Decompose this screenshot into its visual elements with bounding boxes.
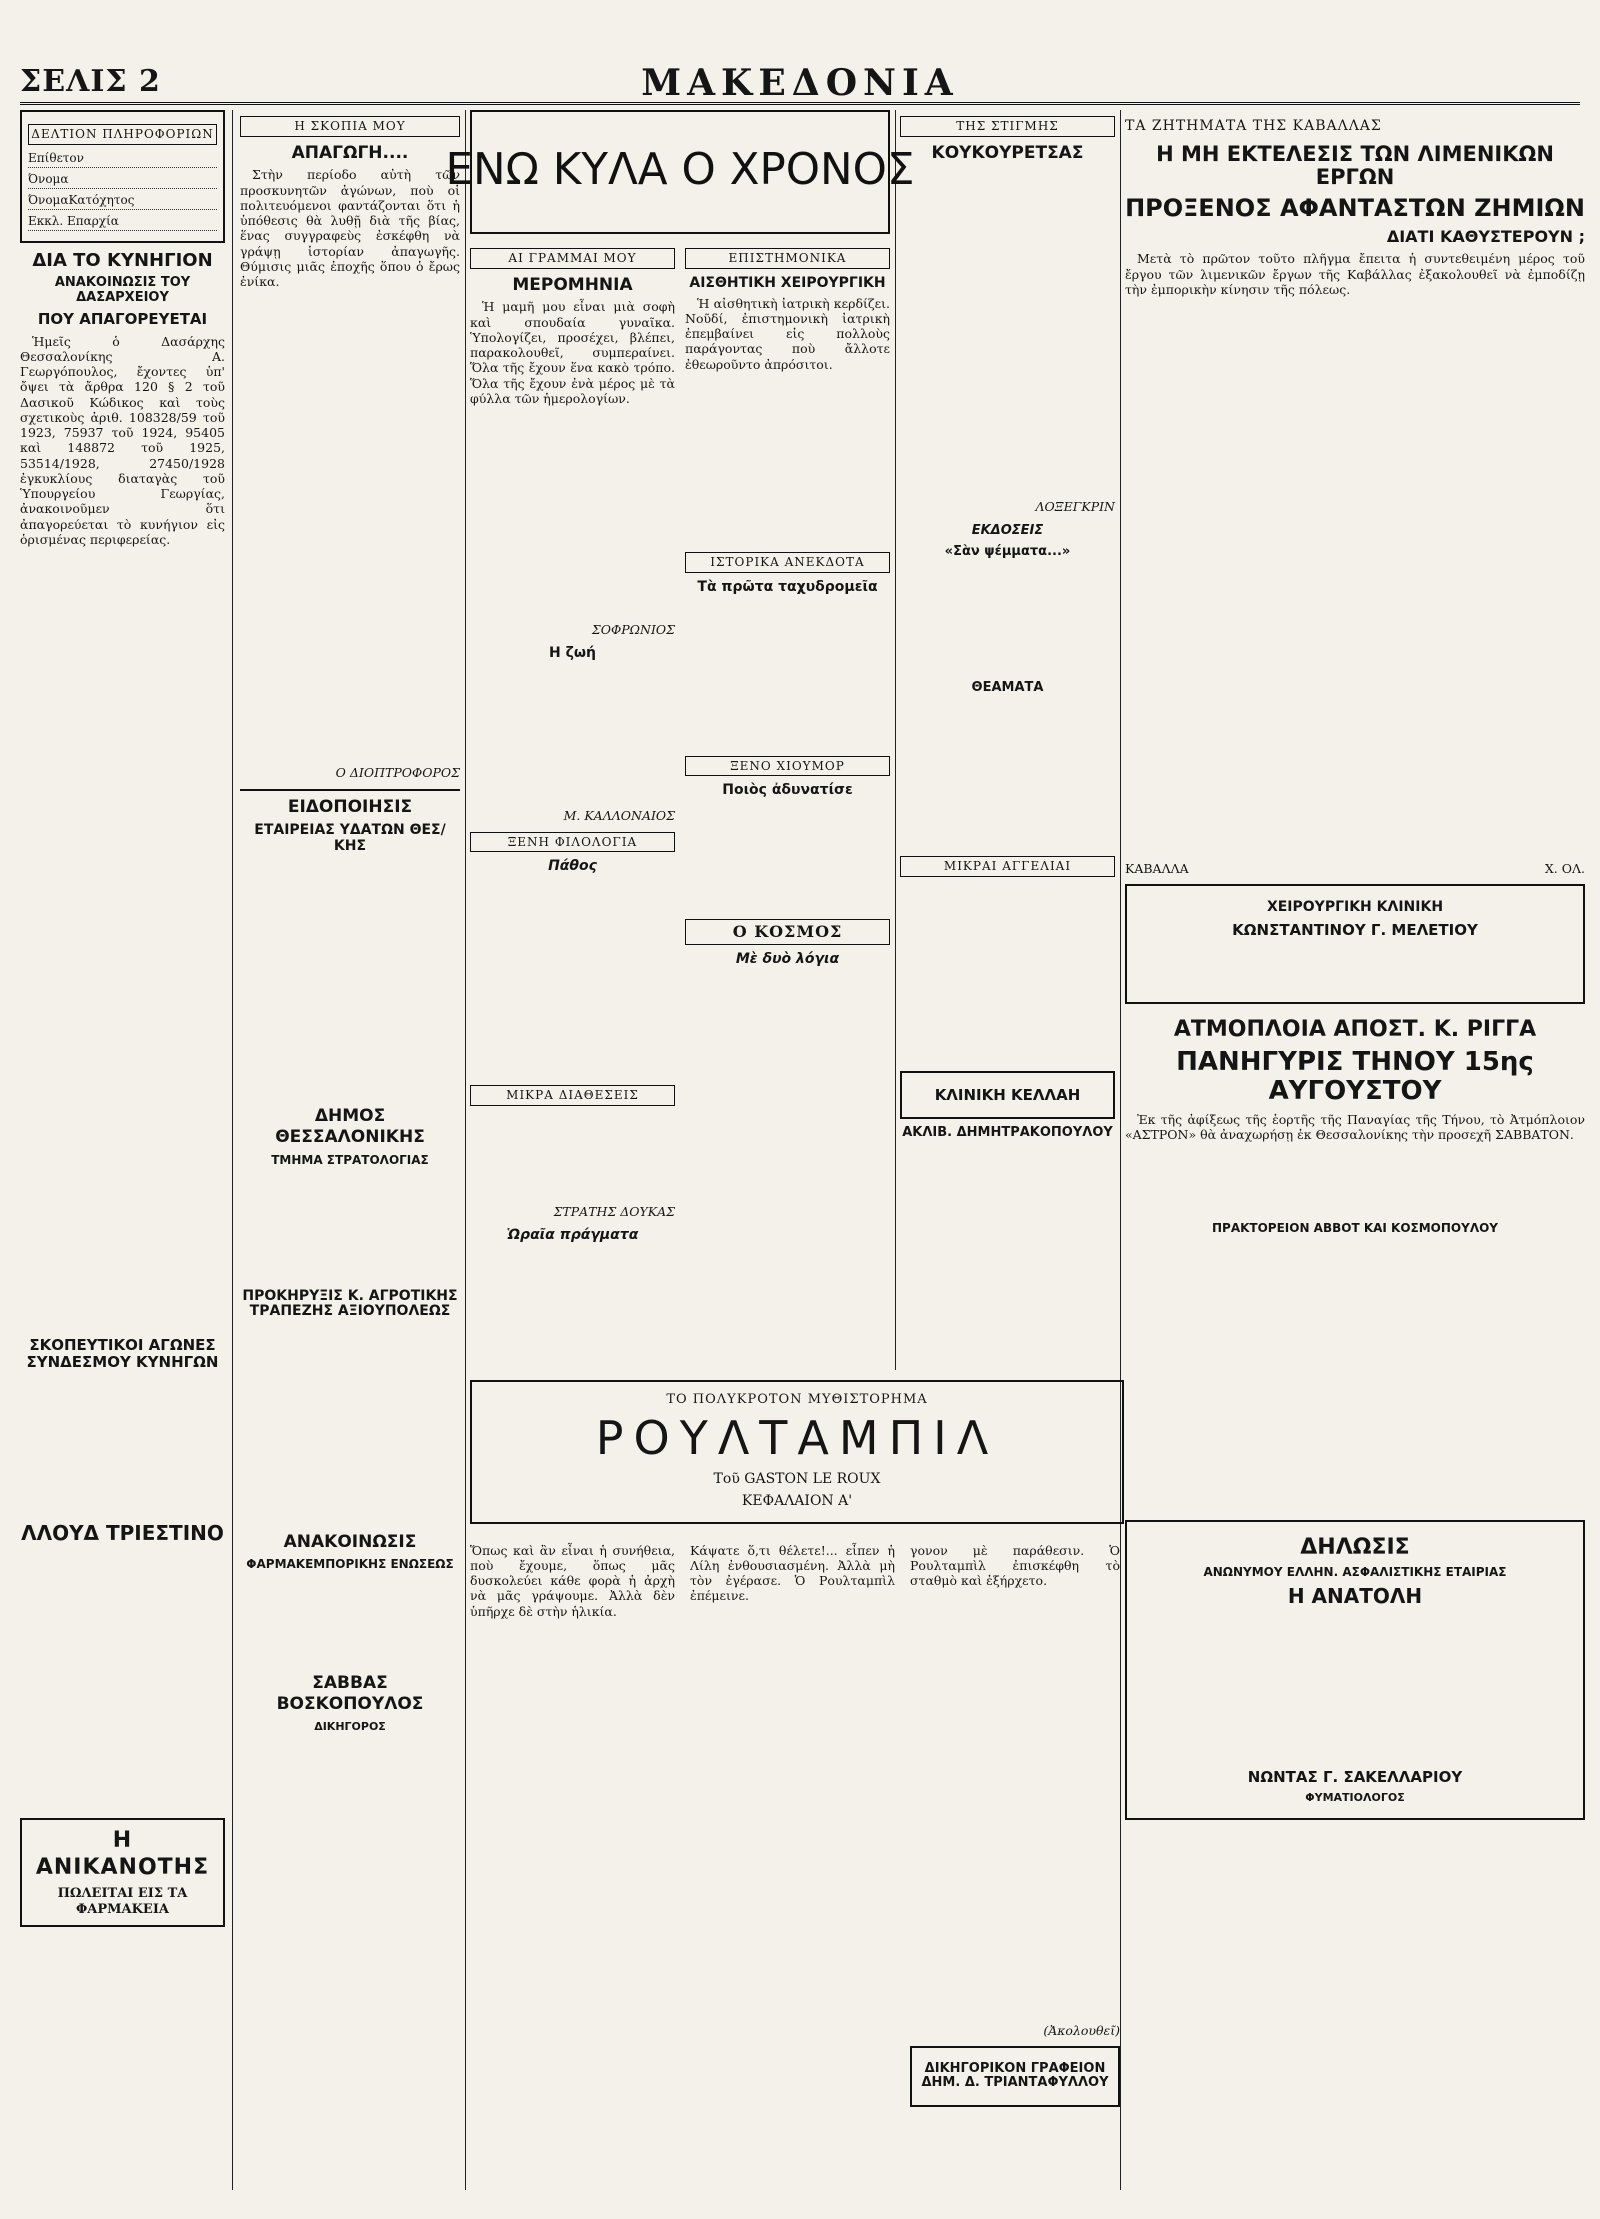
novel-subtitle: ΤΟ ΠΟΛΥΚΡΟΤΟΝ ΜΥΘΙΣΤΟΡΗΜΑ	[666, 1392, 928, 1407]
article-text: Στὴν περίοδο αὐτὴ τῶν προσκυνητῶν ἀγώνων, ποὺ οἱ πολιτευόμενοι φαντάζονται ὅτι ἡ ὑπόθεσις θὰ λυθῇ διὰ τῆς βίας, ἕνας συγγραφεὺς ἐσκέφθη νὰ γράψῃ ἱστορίαν ἀπαγωγῆς. Θύμισις μιᾶς ἐποχῆς ὅπου ὁ ἔρως ἐνίκα.	[240, 167, 460, 290]
divider	[240, 789, 460, 791]
column-4	[900, 110, 1115, 1370]
law-office-text: ΔΙΚΗΓΟΡΙΚΟΝ ΓΡΑΦΕΙΟΝ ΔΗΜ. Δ. ΤΡΙΑΝΤΑΦΥΛΛΟΥ	[921, 2061, 1109, 2091]
banner-text: ΕΝΩ ΚΥΛΑ Ο ΧΡΟΝΟΣ	[445, 144, 915, 195]
insurance-title-3: Η ΑΝΑΤΟΛΗ	[1287, 1584, 1423, 1609]
clinic-line-1: ΧΕΙΡΟΥΡΓΙΚΗ ΚΛΙΝΙΚΗ	[1266, 899, 1444, 916]
text-filler	[1125, 301, 1585, 861]
text-filler	[685, 376, 890, 546]
notice-subtitle: ΕΤΑΙΡΕΙΑΣ ΥΔΑΤΩΝ ΘΕΣ/ΚΗΣ	[254, 822, 446, 854]
text-filler	[20, 1550, 225, 1810]
law-office-ad	[910, 2046, 1120, 2107]
hunt-subheading-2: ΠΟΥ ΑΠΑΓΟΡΕΥΕΤΑΙ	[37, 310, 208, 329]
article-title: ΑΙΣΘΗΤΙΚΗ ΧΕΙΡΟΥΡΓΙΚΗ	[689, 274, 886, 291]
insurance-title-2: ΑΝΩΝΥΜΟΥ ΕΛΛΗΝ. ΑΣΦΑΛΙΣΤΙΚΗΣ ΕΤΑΙΡΙΑΣ	[1203, 1565, 1507, 1580]
theatre-label: ΘΕΑΜΑΤΑ	[971, 680, 1044, 696]
column-1	[20, 110, 225, 2190]
form-field: Εκκλ. Επαρχία	[28, 214, 217, 231]
lawyer-role: ΔΙΚΗΓΟΡΟΣ	[314, 1719, 386, 1733]
text-filler	[470, 1112, 675, 1202]
steamer-title-2: ΠΑΝΗΓΥΡΙΣ ΤΗΝΟΥ 15ης ΑΥΓΟΥΣΤΟΥ	[1176, 1047, 1534, 1106]
column-3	[445, 110, 915, 1370]
beautiful-title: Ὡραῖα πράγματα	[506, 1227, 639, 1244]
world-title: Μὲ δυὸ λόγια	[735, 950, 840, 967]
impotence-footer: ΠΩΛΕΙΤΑΙ ΕΙΣ ΤΑ ΦΑΡΜΑΚΕΙΑ	[57, 1885, 188, 1917]
article-title: ΑΠΑΓΩΓΗ....	[291, 142, 409, 163]
philology-label: ΞΕΝΗ ΦΙΛΟΛΟΓΙΑ	[470, 832, 675, 853]
text-filler	[470, 410, 675, 620]
humor-label: ΞΕΝΟ ΧΙΟΥΜΟΡ	[685, 756, 890, 777]
headline-3: ΔΙΑΤΙ ΚΑΘΥΣΤΕΡΟΥΝ ;	[1386, 226, 1585, 246]
text-filler	[240, 1326, 460, 1526]
doctor-name: ΝΩΝΤΑΣ Γ. ΣΑΚΕΛΛΑΡΙΟΥ	[1247, 1768, 1463, 1787]
section-label: ΤΗΣ ΣΤΙΓΜΗΣ	[900, 116, 1115, 137]
hunt-text: Ἡμεῖς ὁ Δασάρχης Θεσσαλονίκης Α. Γεωργόπουλος, ἔχοντες ὑπ' ὄψει τὰ ἄρθρα 120 § 2 τοῦ Δασικοῦ Κώδικος καὶ τοὺς σχετικοὺς ἀριθ. 108328/59 τοῦ 1923, 75937 τοῦ 1924, 95405 καὶ 148872 τοῦ 1925, 53514/1928, 27450/1928 ἐγκυκλίους διαταγὰς τοῦ Ὑπουργείου Γεωργίας, ἀνακοινοῦμεν ὅτι ἀπαγορεύεται τὸ κυνήγιον εἰς ὁρισμένας περιφερείας.	[20, 333, 225, 547]
impotence-ad	[20, 1818, 225, 1927]
headline-1: Η ΜΗ ΕΚΤΕΛΕΣΙΣ ΤΩΝ ΛΙΜΕΝΙΚΩΝ ΕΡΓΩΝ	[1156, 142, 1554, 190]
article-signature: ΛΟΞΕΓΚΡΙΝ	[1035, 499, 1115, 515]
text-filler	[470, 879, 675, 1079]
article-title: ΚΟΥΚΟΥΡΕΤΣΑΣ	[931, 142, 1084, 163]
info-form	[20, 110, 225, 243]
text-filler	[685, 803, 890, 913]
text-filler	[900, 700, 1115, 850]
lawyer-name: ΣΑΒΒΑΣ ΒΟΣΚΟΠΟΥΛΟΣ	[276, 1673, 424, 1715]
text-filler	[900, 883, 1115, 1063]
headline-2: ΠΡΟΞΕΝΟΣ ΑΦΑΝΤΑΣΤΩΝ ΖΗΜΙΩΝ	[1125, 194, 1585, 223]
masthead	[20, 62, 1580, 105]
novel-column-2	[690, 1530, 895, 2200]
text-filler	[20, 1376, 225, 1516]
notice-title: ΕΙΔΟΠΟΙΗΣΙΣ	[287, 796, 413, 817]
text-filler	[240, 860, 460, 1100]
pathos-title: Πάθος	[548, 858, 597, 875]
article-signature: ΣΟΦΡΩΝΙΟΣ	[591, 622, 675, 638]
clinic-line-2: ΚΩΝΣΤΑΝΤΙΝΟΥ Γ. ΜΕΛΕΤΙΟΥ	[1232, 920, 1478, 939]
small-label: ΜΙΚΡΑ ΔΙΑΘΕΣΕΙΣ	[470, 1085, 675, 1106]
hunt-heading: ΔΙΑ ΤΟ ΚΥΝΗΓΙΟΝ	[32, 249, 213, 271]
form-field: Όνομα	[28, 172, 217, 189]
municipality-subtitle: ΤΜΗΜΑ ΣΤΡΑΤΟΛΟΓΙΑΣ	[271, 1152, 429, 1167]
impotence-title: Η ΑΝΙΚΑΝΟΤΗΣ	[35, 1828, 210, 1880]
article-title: ΜΕΡΟΜΗΝΙΑ	[512, 274, 633, 295]
form-field: Επίθετον	[28, 151, 217, 168]
time-banner	[445, 110, 915, 234]
novel-text: Ὅπως καὶ ἂν εἶναι ἡ συνήθεια, ποὺ ἔχουμε, ὅπως μᾶς δυσκολεύει κάθε φορὰ ἡ ἀρχὴ νὰ μᾶς γράψουμε. Ἀλλὰ δὲν ὑπῆρχε δὲ στὴν ἡλικία.	[470, 1542, 675, 1619]
novel-banner	[470, 1380, 1124, 1524]
steamer-title-1: ΑΤΜΟΠΛΟΙΑ ΑΠΟΣΤ. Κ. ΡΙΓΓΑ	[1173, 1017, 1537, 1043]
competition-title: ΣΚΟΠΕΥΤΙΚΟΙ ΑΓΩΝΕΣ ΣΥΝΔΕΣΜΟΥ ΚΥΝΗΓΩΝ	[26, 1336, 219, 1371]
anecdote-title: Τὰ πρῶτα ταχυδρομεῖα	[697, 578, 878, 595]
steamer-agent: ΠΡΑΚΤΟΡΕΙΟΝ ΑΒΒΟΤ ΚΑΙ ΚΟΣΜΟΠΟΥΛΟΥ	[1211, 1221, 1498, 1236]
column-divider	[232, 110, 233, 2190]
release-title: «Σὰν ψέμματα...»	[944, 544, 1071, 560]
text-filler	[240, 293, 460, 763]
article-text: Ἡ μαμῆ μου εἶναι μιὰ σοφὴ καὶ σπουδαία γυναῖκα. Ὑπολογίζει, προσέχει, βλέπει, παρακολουθεῖ, συμπεραίνει. Ὅλα τῆς ἔχουν ἕνα κακὸ τρόπο. Ὅλα τῆς ἔχουν ἐνὰ μέρος μὲ τὰ φύλλα τῶν ἡμερολογίων.	[470, 299, 675, 406]
small-ads-label: ΜΙΚΡΑΙ ΑΓΓΕΛΙΑΙ	[900, 856, 1115, 877]
text-filler	[900, 167, 1115, 497]
text-filler	[900, 564, 1115, 674]
lawyer-ad: ΑΚΛΙΒ. ΔΗΜΗΤΡΑΚΟΠΟΥΛΟΥ	[902, 1125, 1113, 1141]
column-5	[1125, 110, 1585, 1390]
newspaper-name: ΜΑΚΕΔΟΝΙΑ	[641, 62, 959, 104]
releases-label: ΕΚΔΟΣΕΙΣ	[971, 522, 1044, 538]
column-2	[240, 110, 460, 2190]
column-divider	[465, 110, 466, 2190]
form-field: ΌνομαΚατόχητος	[28, 193, 217, 210]
article-signature: Χ. ΟΛ.	[1544, 861, 1585, 876]
novel-chapter: ΚΕΦΑΛΑΙΟΝ Α'	[741, 1493, 853, 1509]
section-label: ΕΠΙΣΤΗΜΟΝΙΚΑ	[685, 248, 890, 269]
column-divider	[895, 110, 896, 1370]
place-label: ΚΑΒΑΛΛΑ	[1125, 861, 1189, 876]
steamer-text: Ἐκ τῆς ἀφίξεως τῆς ἑορτῆς τῆς Παναγίας τῆς Τήνου, τὸ Ἀτμόπλοιον «ΑΣΤΡΟΝ» θὰ ἀναχωρήσῃ ἐκ Θεσσαλονίκης τὴν προσεχῆ ΣΑΒΒΑΤΟΝ.	[1125, 1111, 1585, 1142]
novel-author: Τοῦ GASTON LE ROUX	[713, 1471, 881, 1487]
text-filler	[240, 1173, 460, 1283]
kavala-kicker: ΤΑ ΖΗΤΗΜΑΤΑ ΤΗΣ ΚΑΒΑΛΛΑΣ	[1125, 118, 1382, 134]
text-filler	[240, 1577, 460, 1667]
small-signature: ΣΤΡΑΤΗΣ ΔΟΥΚΑΣ	[553, 1204, 675, 1220]
text-filler	[1135, 944, 1575, 994]
novel-text: γονον μὲ παράθεσιν. Ὁ Ρουλταμπὶλ ἐπισκέφθη τὸ σταθμὸ καὶ ἐξήρχετο.	[910, 1542, 1120, 1588]
insurance-ad	[1125, 1520, 1585, 1820]
poem-title: Η ζωή	[549, 645, 596, 662]
form-title: ΔΕΛΤΙΟΝ ΠΛΗΡΟΦΟΡΙΩΝ	[28, 124, 217, 145]
bank-title: ΠΡΟΚΗΡΥΞΙΣ Κ. ΑΓΡΟΤΙΚΗΣ ΤΡΑΠΕΖΗΣ ΑΞΙΟΥΠΟΛΕΩΣ	[242, 1287, 458, 1320]
municipality-title: ΔΗΜΟΣ ΘΕΣΣΑΛΟΝΙΚΗΣ	[275, 1106, 425, 1147]
clinic-ad	[900, 1071, 1115, 1120]
pharm-subtitle: ΦΑΡΜΑΚΕΜΠΟΡΙΚΗΣ ΕΝΩΣΕΩΣ	[246, 1557, 454, 1572]
article-text: Ἡ αἰσθητικὴ ἰατρικὴ κερδίζει. Νοῦδί, ἐπιστημονικὴ ἰατρικὴ ἐπεμβαίνει εἰς πολλοὺς παράγοντας ποὺ ἄλλοτε ἐθεωροῦντο ἀπρόσιτοι.	[685, 295, 890, 372]
novel-column-1	[470, 1530, 675, 2200]
novel-column-3	[910, 1530, 1120, 2200]
world-label: Ο ΚΟΣΜΟΣ	[685, 919, 890, 945]
text-filler	[1135, 1613, 1575, 1763]
poem-signature: Μ. ΚΑΛΛΟΝΑΙΟΣ	[563, 808, 675, 824]
lloyd-title: ΛΛΟΥΔ ΤΡΙΕΣΤΙΝΟ	[21, 1521, 224, 1546]
text-filler	[1125, 1146, 1585, 1216]
banner-art	[445, 112, 915, 232]
hunt-subheading: ΑΝΑΚΟΙΝΩΣΙΣ ΤΟΥ ΔΑΣΑΡΧΕΙΟΥ	[54, 275, 191, 305]
text-filler	[685, 600, 890, 750]
insurance-title-1: ΔΗΛΩΣΙΣ	[1300, 1535, 1410, 1560]
text-filler	[910, 1601, 1120, 2021]
surgical-clinic-ad	[1125, 884, 1585, 1004]
page-number: ΣΕΛΙΣ 2	[20, 64, 161, 99]
article-signature: Ο ΔΙΟΠΤΡΟΦΟΡΟΣ	[335, 765, 460, 781]
novel-title: ΡΟΥΛΤΑΜΠΙΛ	[595, 1411, 999, 1465]
anecdote-label: ΙΣΤΟΡΙΚΑ ΑΝΕΚΔΟΤΑ	[685, 552, 890, 573]
pharm-title: ΑΝΑΚΟΙΝΩΣΙΣ	[283, 1531, 417, 1552]
text-filler	[470, 666, 675, 806]
humor-title: Ποιὸς ἀδυνατίσε	[722, 782, 853, 799]
section-label: Η ΣΚΟΠΙΑ ΜΟΥ	[240, 116, 460, 137]
clinic-title: ΚΛΙΝΙΚΗ ΚΕΛΛΑΗ	[934, 1085, 1081, 1104]
doctor-role: ΦΥΜΑΤΙΟΛΟΓΟΣ	[1305, 1790, 1405, 1804]
section-label: ΑΙ ΓΡΑΜΜΑΙ ΜΟΥ	[470, 248, 675, 269]
bottom-right	[1125, 1400, 1585, 2200]
article-text: Μετὰ τὸ πρῶτον τοῦτο πλῆγμα ἔπειτα ἡ συντεθειμένη μέρος τοῦ ἔργου τῶν λιμενικῶν ἔργων τῆς Καβάλλας ἐξακολουθεῖ νὰ ἐμποδίζῃ τὴν ἐμπορικὴν κίνησιν τῆς πόλεως.	[1125, 251, 1585, 297]
novel-continue: (Ἀκολουθεῖ)	[1043, 2022, 1120, 2038]
column-divider	[1120, 110, 1121, 2190]
novel-text: Κάψατε ὅ,τι θέλετε!... εἶπεν ἡ Λίλη ἐνθουσιασμένη. Ἀλλὰ μὴ τὸν ἐγέρασε. Ὁ Ρουλταμπὶλ ἐπέμεινε.	[690, 1542, 895, 1604]
text-filler	[20, 551, 225, 1331]
